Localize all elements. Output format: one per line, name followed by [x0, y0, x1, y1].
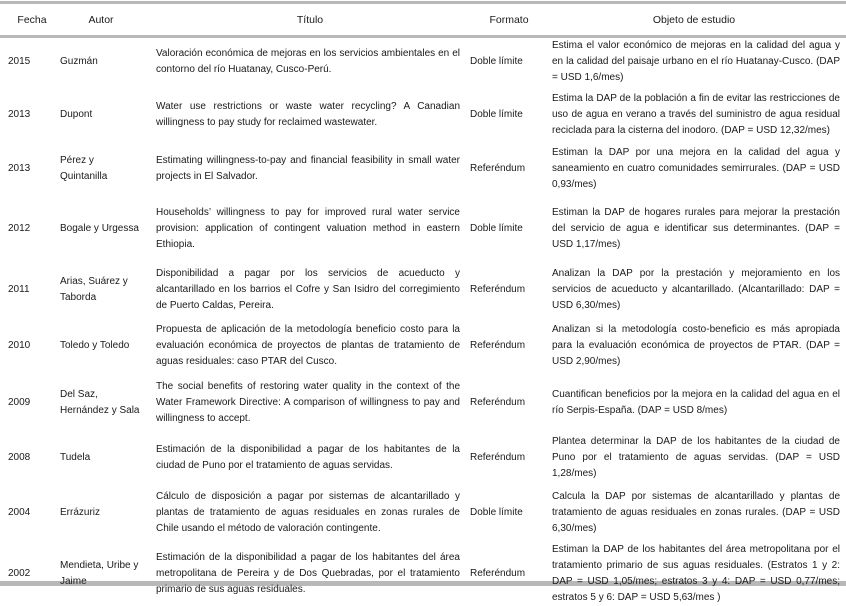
table-row: [0, 142, 846, 196]
cell-objeto: Estima la DAP de la población a fin de evitar las restricciones de uso de agua en verano a través del suministro de agua residual reciclada para la cisterna del inodoro. (DAP = USD 12,32/mes): [552, 93, 840, 136]
cell-autor: Toledo y Toledo: [60, 340, 130, 351]
cell-formato: Referéndum: [470, 568, 526, 579]
cell-titulo: Cálculo de disposición a pagar por sistemas de alcantarillado y plantas de tratamiento de aguas residuales en zonas rurales de Chile usando el método de valoración contingente.: [156, 491, 460, 534]
cell-objeto: Analizan si la metodología costo-beneficio es más apropiada para la evaluación económica de proyectos de PTAR. (DAP = USD 2,90/mes): [552, 324, 840, 367]
cell-fecha: 2009: [8, 397, 31, 408]
table-row: [0, 262, 846, 318]
cell-fecha: 2012: [8, 223, 31, 234]
cell-titulo: Disponibilidad a pagar por los servicios de acueducto y alcantarillado en los barrios el Cofre y San Isidro del corregimiento de Puerto Caldas, Pereira.: [156, 268, 460, 311]
cell-autor: Guzmán: [60, 56, 98, 67]
cell-objeto: Estiman la DAP por una mejora en la calidad del agua y saneamiento en cuatro comunidades semirrurales. (DAP = USD 0,93/mes): [552, 147, 840, 190]
cell-autor: Pérez y Quintanilla: [60, 155, 108, 182]
cell-titulo: Propuesta de aplicación de la metodología beneficio costo para la evaluación económica de proyectos de plantas de tratamiento de aguas residuales: caso PTAR del Cusco.: [156, 324, 460, 367]
cell-formato: Doble límite: [470, 56, 523, 67]
cell-autor: Bogale y Urgessa: [60, 223, 139, 234]
cell-titulo: Estimación de la disponibilidad a pagar de los habitantes de la ciudad de Puno por el tratamiento de aguas servidas.: [156, 444, 460, 471]
cell-formato: Referéndum: [470, 397, 526, 408]
table-row: [0, 88, 846, 142]
cell-autor: Arias, Suárez y Taborda: [60, 276, 128, 303]
table-row: [0, 196, 846, 262]
cell-autor: Tudela: [60, 452, 91, 463]
table-row: [0, 36, 846, 88]
table-row: [0, 432, 846, 484]
cell-fecha: 2002: [8, 568, 31, 579]
cell-titulo: Estimating willingness-to-pay and financial feasibility in small water projects in El Salvador.: [156, 155, 460, 182]
cell-objeto: Plantea determinar la DAP de los habitantes de la ciudad de Puno por el tratamiento de aguas servidas. (DAP = USD 1,28/mes): [552, 436, 840, 479]
header-formato: Formato: [489, 14, 529, 26]
cell-objeto: Analizan la DAP por la prestación y mejoramiento en los servicios de acueducto y alcantarillado. (Alcantarillado: DAP = USD 6,30/mes): [552, 268, 840, 311]
table-row: [0, 484, 846, 542]
cell-autor: Del Saz, Hernández y Sala: [60, 389, 140, 416]
cell-fecha: 2013: [8, 109, 31, 120]
studies-table: [0, 4, 846, 606]
header-fecha: Fecha: [17, 14, 47, 26]
cell-autor: Mendieta, Uribe y Jaime: [60, 560, 139, 587]
cell-titulo: Water use restrictions or waste water recycling? A Canadian willingness to pay study for reclaimed wastewater.: [156, 101, 460, 128]
cell-formato: Referéndum: [470, 452, 526, 463]
cell-formato: Referéndum: [470, 284, 526, 295]
header-titulo: Título: [296, 14, 324, 26]
cell-formato: Doble límite: [470, 109, 523, 120]
header-row: [0, 4, 846, 36]
cell-objeto: Estima el valor económico de mejoras en la calidad del agua y en la calidad del paisaje urbano en el río Huatanay-Cusco. (DAP = USD 1,6/mes): [552, 40, 840, 83]
table-row: [0, 542, 846, 606]
header-autor: Autor: [88, 14, 114, 26]
cell-formato: Doble límite: [470, 507, 523, 518]
cell-objeto: Cuantifican beneficios por la mejora en la calidad del agua en el río Serpis-España. (DAP = USD 8/mes): [552, 389, 840, 416]
cell-fecha: 2004: [8, 507, 31, 518]
cell-formato: Doble límite: [470, 223, 523, 234]
cell-objeto: Estiman la DAP de los habitantes del área metropolitana por el tratamiento primario de sus aguas residuales. (Estratos 1 y 2: DAP = USD 1,05/mes; estratos 3 y 4: DAP = USD 0,77/mes; estratos 5 y 6: DAP = USD 5,63/mes ): [552, 544, 840, 603]
cell-formato: Referéndum: [470, 340, 526, 351]
cell-fecha: 2008: [8, 452, 31, 463]
cell-titulo: Estimación de la disponibilidad a pagar de los habitantes del área metropolitana de Pereira y de Dos Quebradas, por el tratamiento primario de sus aguas residuales.: [156, 552, 460, 595]
table-row: [0, 374, 846, 432]
cell-objeto: Calcula la DAP por sistemas de alcantarillado y plantas de tratamiento de aguas residuales en zonas rurales. (DAP = USD 6,30/mes): [552, 491, 840, 534]
cell-fecha: 2011: [8, 284, 30, 295]
cell-fecha: 2010: [8, 340, 31, 351]
header-objeto: Objeto de estudio: [652, 14, 736, 26]
cell-objeto: Estiman la DAP de hogares rurales para mejorar la prestación del servicio de agua e identificar sus determinantes. (DAP = USD 1,17/mes): [552, 207, 840, 250]
cell-fecha: 2013: [8, 163, 31, 174]
cell-autor: Errázuriz: [60, 507, 101, 518]
cell-fecha: 2015: [8, 56, 31, 67]
cell-titulo: The social benefits of restoring water quality in the context of the Water Framework Directive: A comparison of willingness to pay and willingness to accept.: [156, 381, 460, 424]
cell-autor: Dupont: [60, 109, 93, 120]
cell-formato: Referéndum: [470, 163, 526, 174]
table-row: [0, 318, 846, 374]
cell-titulo: Valoración económica de mejoras en los servicios ambientales en el contorno del río Huatanay, Cusco-Perú.: [156, 48, 460, 75]
cell-titulo: Households’ willingness to pay for improved rural water service provision: application of contingent valuation method in eastern Ethiopia.: [156, 207, 460, 250]
